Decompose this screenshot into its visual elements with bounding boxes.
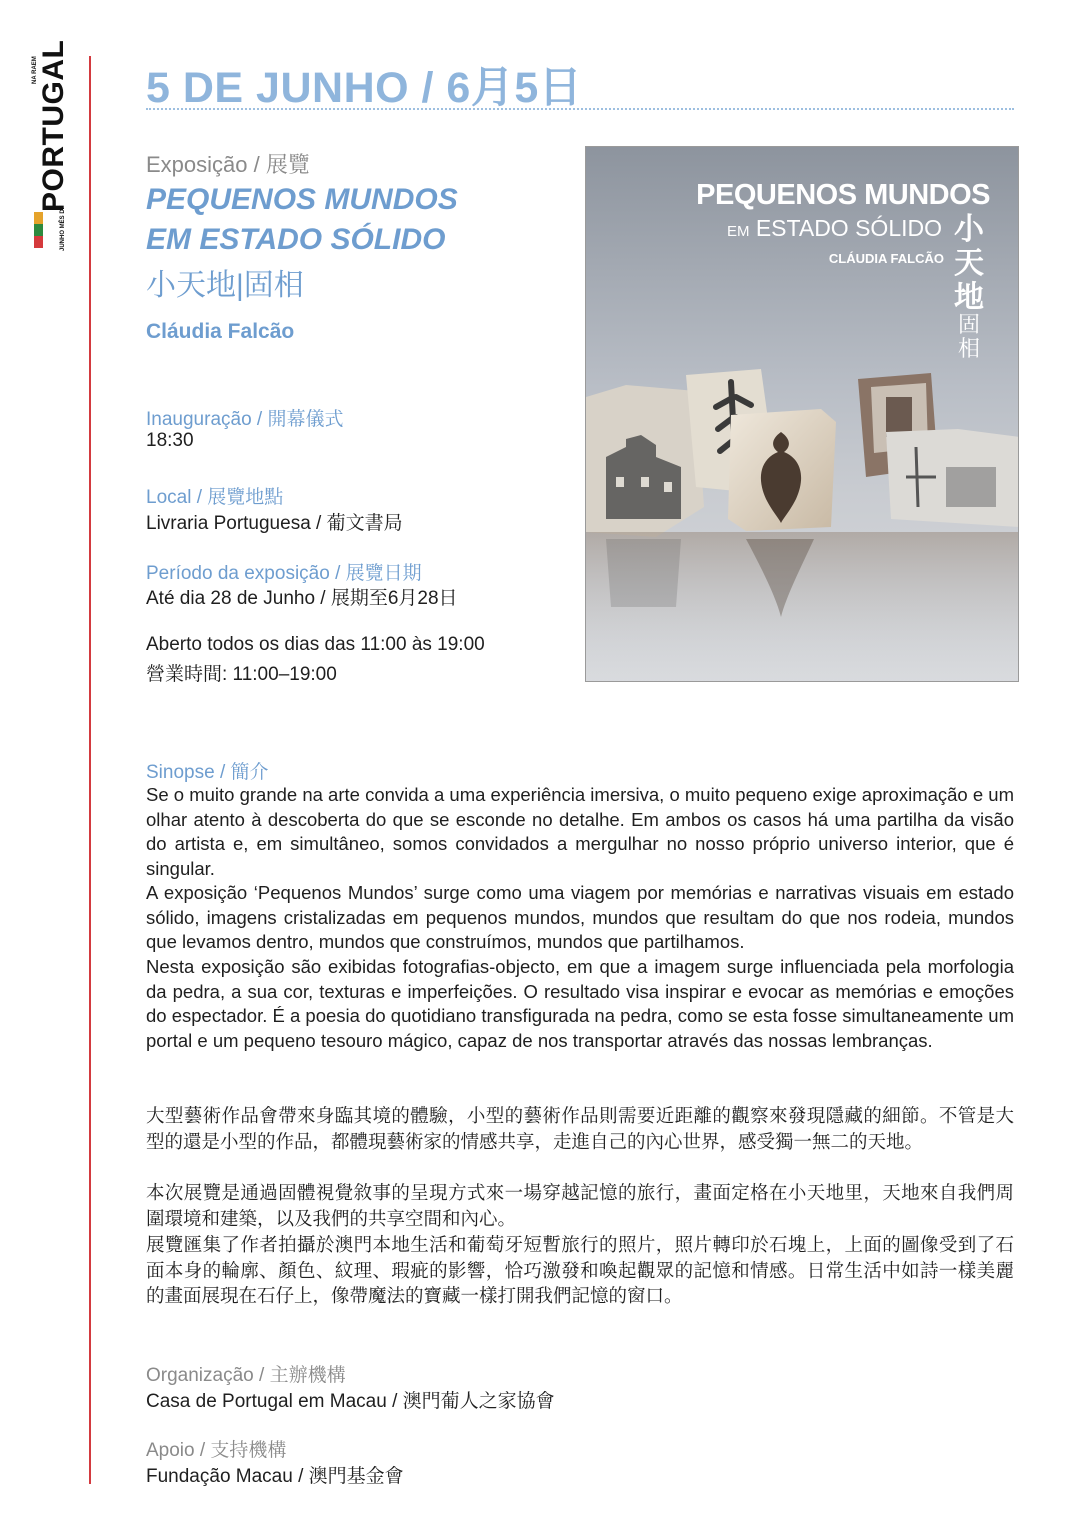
- synopsis-pt-paragraph-3: Nesta exposição são exibidas fotografias-objecto, em que a imagem surge influenciada pela morfologia da pedra, a sua cor, texturas e imperfeições. O resultado visa inspirar e evocar as memórias e emoções do espectador. É a poesia do quotidiano transfigurada na pedra, como se esta fosse simultaneamente um portal e um pequeno tesouro mágico, capaz de nos transportar através das nossas lembranças.: [146, 956, 1014, 1051]
- logo-small-text: JUNHO MÊS DE: [60, 205, 66, 251]
- period-value: Até dia 28 de Junho / 展期至6月28日: [146, 588, 458, 609]
- synopsis-zh-paragraph-1: 大型藝術作品會帶來身臨其境的體驗，小型的藝術作品則需要近距離的觀察來發現隱藏的細節。不管是大型的還是小型的作品，都體現藝術家的情感共享，走進自己的內心世界，感受獨一無二的天地。: [146, 1105, 1014, 1152]
- venue-label: Local / 展覽地點: [146, 487, 284, 508]
- dotted-separator: [146, 108, 1014, 110]
- artist-name: Cláudia Falcão: [146, 320, 295, 343]
- opening-label: Inauguração / 開幕儀式: [146, 409, 344, 430]
- exhibition-title-line1: PEQUENOS MUNDOS: [146, 183, 458, 216]
- organization-label: Organização / 主辦機構: [146, 1365, 346, 1386]
- poster-title-zh-light: 固 相: [957, 312, 980, 361]
- opening-hours-pt: Aberto todos os dias das 11:00 às 19:00: [146, 634, 485, 655]
- synopsis-zh-paragraph-2: 本次展覽是通過固體視覺敘事的呈現方式來一場穿越記憶的旅行，畫面定格在小天地里，天地來自我們周圍環境和建築，以及我們的共享空間和內心。: [146, 1182, 1014, 1229]
- opening-hours-zh: 營業時間: 11:00–19:00: [146, 664, 337, 685]
- poster-title: PEQUENOS MUNDOS: [696, 179, 990, 211]
- period-label: Período da exposição / 展覽日期: [146, 563, 422, 584]
- logo-color-bars: [34, 212, 43, 248]
- poster-title-zh-bold: 小 天 地: [954, 213, 984, 314]
- poster-artist: CLÁUDIA FALCÃO: [828, 251, 944, 266]
- exhibition-title-zh: 小天地|固相: [146, 269, 304, 302]
- portugal-month-logo: [30, 39, 78, 252]
- exhibition-title-line2: EM ESTADO SÓLIDO: [146, 223, 446, 256]
- synopsis-zh-paragraph-3: 展覽匯集了作者拍攝於澳門本地生活和葡萄牙短暫旅行的照片，照片轉印於石塊上，上面的圖像受到了石面本身的輪廓、顏色、紋理、瑕疵的影響，恰巧激發和喚起觀眾的記憶和情感。日常生活中如詩一樣美麗的畫面展現在石仔上，像帶魔法的寶藏一樣打開我們記憶的窗口。: [146, 1234, 1014, 1306]
- synopsis-pt-paragraph-1: Se o muito grande na arte convida a uma experiência imersiva, o muito pequeno exige aproximação e um olhar atento à descoberta do que se esconde no detalhe. Em ambos os casos há uma partilha da visão do artista e, em simultâneo, somos convidados a mergulhar no nosso próprio universo interior, que é singular.: [146, 784, 1014, 879]
- poster-subtitle: EM ESTADO SÓLIDO: [726, 215, 942, 241]
- support-label: Apoio / 支持機構: [146, 1440, 287, 1461]
- exhibition-title: [146, 180, 458, 260]
- organization-value: Casa de Portugal em Macau / 澳門葡人之家協會: [146, 1391, 555, 1412]
- logo-side-text: NA RAEM: [32, 56, 38, 84]
- logo-main-text: PORTUGAL: [37, 39, 70, 212]
- synopsis-pt-paragraph-2: A exposição ‘Pequenos Mundos’ surge como uma viagem por memórias e narrativas visuais em estado sólido, imagens cristalizadas em pequenos mundos, mundos que resultam do que nos rodeia, mundos que levamos dentro, mundos que construímos, mundos que partilhamos.: [146, 882, 1014, 953]
- event-date: 5 DE JUNHO / 6月5日: [146, 64, 583, 112]
- venue-value: Livraria Portuguesa / 葡文書局: [146, 513, 403, 534]
- synopsis-label: Sinopse / 簡介: [146, 762, 269, 783]
- support-value: Fundação Macau / 澳門基金會: [146, 1466, 404, 1487]
- exhibition-type: Exposição / 展覽: [146, 152, 310, 177]
- exhibition-poster: [585, 146, 1019, 682]
- opening-time: 18:30: [146, 430, 194, 451]
- vertical-divider: [89, 56, 91, 1484]
